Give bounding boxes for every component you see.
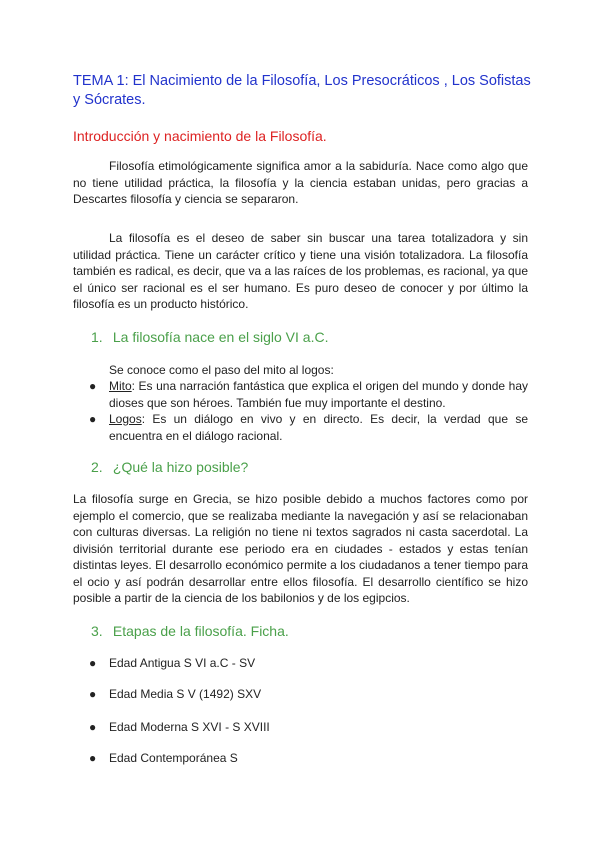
stage-contemporanea: Edad Contemporánea S: [109, 751, 238, 765]
list-item-stage: [73, 719, 270, 735]
paragraph-definition: La filosofía es el deseo de saber sin buscar una tarea totalizadora y sin utilidad práctica. Tiene un carácter crítico y tiene una visión totalizadora. La filosofía también es radical, es decir, que va a las raíces de los problemas, es racional, ya que el único ser racional es el ser humano. Es puro deseo de conocer y por último la filosofía es un producto histórico.: [73, 231, 528, 311]
section-2-heading: [91, 458, 248, 476]
paragraph-etymology: Filosofía etimológicamente significa amor a la sabiduría. Nace como algo que no tiene utilidad práctica, la filosofía y la ciencia estaban unidas, pero gracias a Descartes filosofía y ciencia se separaron.: [73, 159, 528, 206]
intro-heading: Introducción y nacimiento de la Filosofía.: [73, 128, 327, 144]
bullet-icon: ●: [89, 379, 97, 393]
text-logos: : Es un diálogo en vivo y en directo. Es decir, la verdad que se encuentra en el diálogo racional.: [109, 412, 528, 443]
section-1-title: La filosofía nace en el siglo VI a.C.: [112, 329, 329, 345]
text-mito: : Es una narración fantástica que explica el origen del mundo y donde hay dioses que son héroes. También fue muy importante el destino.: [109, 379, 528, 410]
section-3-number: 3.: [91, 623, 103, 639]
section-1-heading: [91, 328, 328, 346]
section-2-number: 2.: [91, 459, 103, 475]
section-3-heading: [91, 622, 289, 640]
list-item-logos: [73, 411, 528, 444]
section-2-title: ¿Qué la hizo posible?: [112, 459, 249, 475]
bullet-icon: ●: [89, 720, 97, 734]
section-1-intro: Se conoce como el paso del mito al logos:: [109, 363, 334, 377]
bullet-icon: ●: [89, 687, 97, 701]
mito-logos-list: [73, 378, 528, 444]
bullet-icon: ●: [89, 412, 97, 426]
bullet-icon: ●: [89, 751, 97, 765]
document-title: TEMA 1: El Nacimiento de la Filosofía, Los Presocráticos , Los Sofistas y Sócrates.: [73, 73, 531, 108]
list-item-stage: [73, 655, 255, 671]
section-1-number: 1.: [91, 329, 103, 345]
list-item-mito: [73, 378, 528, 411]
bullet-icon: ●: [89, 656, 97, 670]
paragraph-greece: La filosofía surge en Grecia, se hizo posible debido a muchos factores como por ejemplo el comercio, que se realizaba mediante la navegación y así se relacionaban con culturas diversas. La religión no tiene ni textos sagrados ni casta sacerdotal. La división territorial durante ese periodo era en ciudades - estados y estas tenían distintas leyes. El desarrollo económico permite a los ciudadanos a tener tiempo para el ocio y así podrán desarrollar entre ellos filosofía. El desarrollo científico se hizo posible a partir de la ciencia de los babilonios y de los egipcios.: [73, 492, 528, 605]
stage-antigua: Edad Antigua S VI a.C - SV: [109, 656, 256, 670]
term-mito: Mito: [109, 379, 132, 393]
stage-media: Edad Media S V (1492) SXV: [109, 687, 262, 701]
term-logos: Logos: [109, 412, 142, 426]
stage-moderna: Edad Moderna S XVI - S XVIII: [109, 720, 270, 734]
list-item-stage: [73, 686, 261, 702]
list-item-stage: [73, 750, 238, 766]
section-3-title: Etapas de la filosofía. Ficha.: [112, 623, 289, 639]
